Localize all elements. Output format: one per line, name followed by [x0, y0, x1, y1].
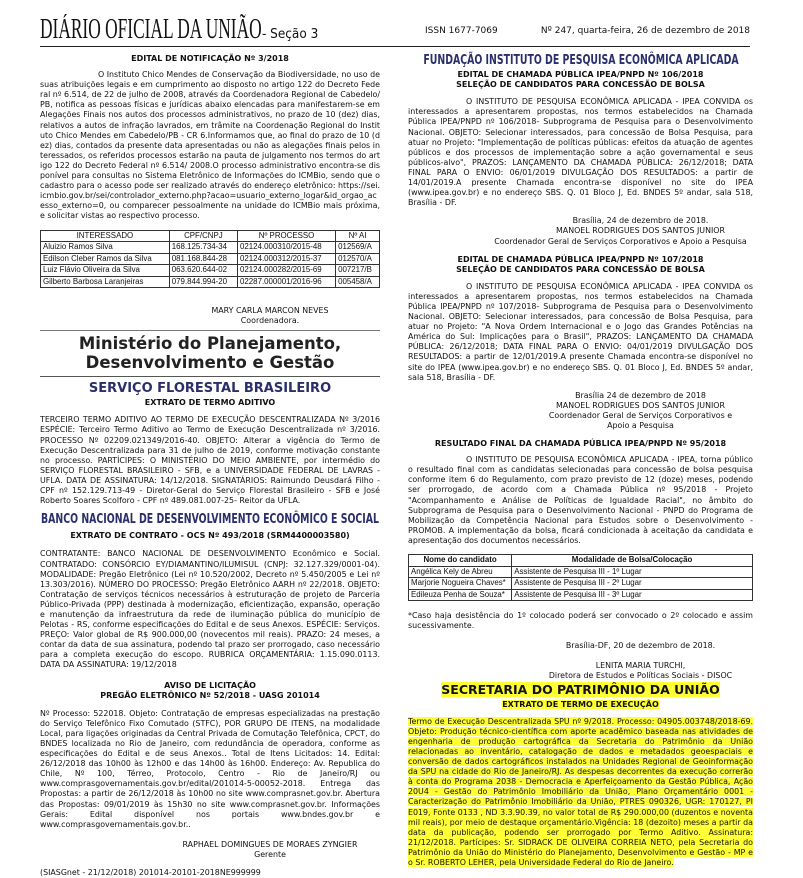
table-cell: 168.125.734-34 — [169, 242, 237, 254]
table-cell: Edilson Cleber Ramos da Silva — [41, 253, 170, 265]
table-row — [409, 578, 753, 590]
e107-title: EDITAL DE CHAMADA PÚBLICA IPEA/PNPD Nº 107/2018 — [457, 254, 704, 264]
signature-block — [160, 306, 380, 326]
table-cell: Gilberto Barbosa Laranjeiras — [41, 276, 170, 288]
e106-subtitle: SELEÇÃO DE CANDIDATOS PARA CONCESSÃO DE BOLSA — [456, 80, 705, 90]
org-heading-spu: SECRETARIA DO PATRIMÔNIO DA UNIÃO — [441, 681, 720, 697]
table-cell: 02124.000312/2015-37 — [238, 253, 336, 265]
col-header: CPF/CNPJ — [169, 230, 237, 242]
table-cell: 007217/B — [336, 265, 380, 277]
col-header: Nº AI — [336, 230, 380, 242]
table-cell: 02124.000310/2015-48 — [238, 242, 336, 254]
signer-role: Coordenador Geral de Serviços Corporativos e Apoio a Pesquisa — [494, 236, 747, 246]
siasg-ref: (SIASGnet - 21/12/2018) 201014-20101-2018NE999999 — [40, 868, 261, 878]
e107-body: O INSTITUTO DE PESQUISA ECONÔMICA APLICADA - IPEA CONVIDA os interessados a apresentarem propostas, nos termos estabelecidos na Chamada Pública IPEA/PNPD nº 107/2018- Subprograma de Pesquisa para o Desenvolvimento Nacional. OBJETO: Selecionar interessados, para concessão de Bolsa Pesquisa, para atuar no Projeto: "A Nova Ordem Internacional e o Jogo das Grandes Potências na América do Sul: Implicações para o Brasil", PRAZOS: LANÇAMENTO DA CHAMADA PÚBLICA: 26/12/2018; DATA FINAL PARA O ENVIO: 04/01/2019 DIVULGAÇÃO DOS RESULTADOS: a partir de 12/01/2019.A presente Chamada encontra-se disponível no site do IPEA (www.ipea.gov.br) e no endereço SBS. Q. 01 Bloco J, Ed. BNDES 5º andar, sala 518, Brasília - DF. — [408, 281, 753, 382]
table-cell: Assistente de Pesquisa III - 3º Lugar — [512, 589, 753, 601]
r95-body: O INSTITUTO DE PESQUISA ECONÔMICA APLICADA - IPEA, torna público o resultado final com as candidatas selecionadas para concessão de bolsa pesquisa conforme item 6 do Regulamento, com prazo previsto de 12 (doze) meses, podendo ser prorrogado, de acordo com a Chamada Pública nº 95/2018 - Projeto "Acompanhamento e Análise de Políticas de Igualdade Racial", no âmbito do Subprograma de Pesquisa para o Desenvolvimento Nacional - PNPD do Programa de Mobilização da Competência Nacional para Estudos sobre o Desenvolvimento - PROMOB. A implementação da bolsa, ficará condicionada à aceitação da candidata e apresentação dos documentos necessários. — [408, 455, 753, 545]
table-cell: Edileuza Penha de Souza* — [409, 589, 512, 601]
r95-note: *Caso haja desistência do 1º colocado poderá ser convocado o 2º colocado e assim sucessivamente. — [408, 611, 753, 631]
signer-role: Coordenadora. — [240, 316, 300, 326]
signer-name: MANOEL RODRIGUES DOS SANTOS JUNIOR — [555, 400, 725, 410]
ministry-heading: Ministério do Planejamento, Desenvolvimento e Gestão — [40, 330, 380, 377]
table-cell: 063.620.644-02 — [169, 265, 237, 277]
spu-body: Termo de Execução Descentralizada SPU nº 9/2018. Processo: 04905.003748/2018-69. Objeto: Produção técnico-científica com aporte acadêmico baseada nas atividades de engenharia de produção cartográfica da Secretaria do Patrimônio da União relacionadas ao inventário, catalogação de dados e metadados geoespaciais e conversão de dados cartográficos instalados na Unidades Regional de Geoinformação da SPU na cidade do Rio de Janeiro/RJ. As despesas decorrentes da execução correrão à conta do Programa 2038 - Democracia e Aperfeiçoamento da Gestão Pública, Ação 20U4 - Gestão do Patrimônio Imobiliário da União, Plano Orçamentário 0001 - Caracterização do Patrimônio Imobiliário da União, PTRES 090326, UGR: 170127, PI E019, Fonte 0133 , ND 3.3.90.39, no valor total de R$ 290.000,00 (duzentos e noventa mil reais), por meio de destaque orçamentário.Vigência: 18 (dezoito) meses a partir da data da publicação, podendo ser prorrogado por Termo Aditivo. Assinatura: 21/12/2018. Partícipes: Sr. SIDRACK DE OLIVEIRA CORREIA NETO, pela Secretaria do Patrimônio da União do Ministério do Planejamento, Desenvolvimento e Gestão - MP e o Sr. ROBERTO LEHER, pela Universidade Federal do Rio de Janeiro. — [408, 716, 753, 867]
r95-title: RESULTADO FINAL DA CHAMADA PÚBLICA IPEA/PNPD Nº 95/2018 — [434, 439, 727, 449]
table-cell: 02124.000282/2015-69 — [238, 265, 336, 277]
bndes-title: EXTRATO DE CONTRATO - OCS Nº 493/2018 (SRM4400003580) — [70, 531, 350, 541]
sign-date: Brasília-DF, 20 de dezembro de 2018. — [565, 641, 716, 651]
org-heading-ipea: FUNDAÇÃO INSTITUTO DE PESQUISA ECONÔMICA APLICADA — [422, 53, 739, 68]
bndes-body: CONTRATANTE: BANCO NACIONAL DE DESENVOLVIMENTO Econômico e Social. CONTRATADO: CONSÓRCIO EY/DIAMANTINO/ILUMISUL (CNPJ: 32.127.329/0001-04). MODALIDADE: Pregão Eletrônico (Lei nº 10.520/2002, Decreto nº 5.450/2005 e Lei nº 13.303/2016). NÚMERO DO PROCESSO: Pregão Eletrônico AARH nº 22/2018. OBJETO: Contratação de serviços técnicos necessários à estruturação de projeto de Parceria Público-Privada (PPP) destinada à modernização, eficientização, expansão, operação e manutenção da infraestrutura da rede de iluminação pública do município de Pelotas - RS, conforme especificações do Edital e de seus Anexos. ESPÉCIE: Serviços. PREÇO: Valor global de R$ 900.000,00 (novecentos mil reais). PRAZO: 24 meses, a contar da data de sua assinatura, podendo tal prazo ser prorrogado, caso necessário para a completa execução do escopo. RUBRICA ORÇAMENTÁRIA: 1.15.090.0113. DATA DA ASSINATURA: 19/12/2018 — [40, 549, 380, 670]
col-header: Nome do candidato — [409, 555, 512, 567]
col-header: Nº PROCESSO — [238, 230, 336, 242]
table-row — [41, 276, 380, 288]
table-row — [409, 589, 753, 601]
table-cell: 081.168.844-28 — [169, 253, 237, 265]
col-header: INTERESSADO — [41, 230, 170, 242]
table-cell: 079.844.994-20 — [169, 276, 237, 288]
sign-date: Brasília 24 de dezembro de 2018 — [575, 390, 706, 400]
table-cell: 02287.000001/2016-96 — [238, 276, 336, 288]
issn: ISSN 1677-7069 — [425, 26, 498, 36]
signer-name: MARY CARLA MARCON NEVES — [211, 306, 329, 315]
table-header-row — [409, 555, 753, 567]
aviso-title: AVISO DE LICITAÇÃO — [164, 680, 256, 690]
signer-role: Diretora de Estudos e Políticas Sociais - DISOC — [548, 671, 733, 681]
right-column — [408, 52, 753, 868]
signature-block — [160, 840, 380, 860]
issue-date: Nº 247, quarta-feira, 26 de dezembro de 2018 — [540, 26, 750, 36]
e106-body: O INSTITUTO DE PESQUISA ECONÔMICA APLICADA - IPEA CONVIDA os interessados a apresentarem propostas, nos termos estabelecidos na Chamada Pública IPEA/PNPD nº 106/2018- Subprograma de Pesquisa para o Desenvolvimento Nacional. OBJETO: Selecionar interessados, para concessão de Bolsa Pesquisa, para atuar no Projeto: "Implementação de políticas públicas: efeitos da atuação de agentes públicos e dos processos de implementação sobre a ação governamental e seus públicos-alvo", PRAZOS: LANÇAMENTO DA CHAMADA PÚBLICA: 26/12/2018; DATA FINAL PARA O ENVIO: 06/01/2019 DIVULGAÇÃO DOS RESULTADOS: a partir de 14/01/2019.A presente Chamada encontra-se disponível no site do IPEA (www.ipea.gov.br) e no endereço SBS. Q. 01 Bloco J, Ed. BNDES 5º andar, sala 518, Brasília - DF. — [408, 97, 753, 208]
sign-date: Brasília, 24 de dezembro de 2018. — [572, 216, 709, 226]
e107-subtitle: SELEÇÃO DE CANDIDATOS PARA CONCESSÃO DE BOLSA — [456, 264, 705, 274]
table-cell: Angélica Kely de Abreu — [409, 566, 512, 578]
table-row — [41, 242, 380, 254]
signer-role: Gerente — [254, 849, 286, 859]
aviso-subtitle: PREGÃO ELETRÔNICO Nº 52/2018 - UASG 201014 — [100, 690, 320, 700]
table-cell: Marjorie Nogueira Chaves* — [409, 578, 512, 590]
signer-name: LENITA MARIA TURCHI, — [595, 661, 686, 671]
notification-title: EDITAL DE NOTIFICAÇÃO Nº 3/2018 — [131, 54, 289, 63]
signature-block — [494, 216, 753, 246]
left-column — [40, 52, 380, 878]
e106-title: EDITAL DE CHAMADA PÚBLICA IPEA/PNPD Nº 106/2018 — [457, 70, 704, 80]
newspaper-title: DIÁRIO OFICIAL DA UNIÃO- Seção 3 — [40, 14, 318, 45]
section-label: - Seção 3 — [261, 27, 318, 42]
table-cell: 005458/A — [336, 276, 380, 288]
table-cell: Aluizio Ramos Silva — [41, 242, 170, 254]
interested-table — [40, 230, 380, 289]
table-cell: 012570/A — [336, 253, 380, 265]
table-cell: Luiz Flávio Oliveira da Silva — [41, 265, 170, 277]
notification-body: O Instituto Chico Mendes de Conservação da Biodiversidade, no uso de suas atribuições legais e em cumprimento ao disposto no artigo 122 do Decreto Federal nº 6.514, de 22 de julho de 2008, através da Coordenadora Regional de Cabedelo/PB, notifica as pessoas físicas e jurídicas abaixo elencadas para manifestarem-se em Alegações Finais nos autos dos processos administrativos, no prazo de 10 (dez) dias, relativos a autos de infração lavrados, em trâmite na Coordenação Regional do Instituto Chico Mendes em Cabedelo/PB - CR 6.Informamos que, ao final do prazo de 10 (dez) dias, contados da presente data apresentadas ou não as alegações finais pelos interessados, os referidos processos estarão na pauta de julgamento nos termos do artigo 122 do Decreto Federal nº 6.514/ 2008.O processo administrativo encontra-se disponível para consultas no Sistema Eletrônico de Informações do ICMBio, sendo que o cadastro para o acesso pode ser realizado através do endereço eletrônico: https://sei.icmbio.gov.br/sei/controlador_externo.php?acao=usuario_externo_logar&id_orgao_acesso_externo=0, ou comparecer pessoalmente na unidade do ICMBio mais próxima, e solicitar vistas ao respectivo processo. — [40, 70, 380, 221]
signature-block — [528, 661, 753, 681]
table-cell: Assistente de Pesquisa III - 2º Lugar — [512, 578, 753, 590]
org-heading-bndes: BANCO NACIONAL DE DESENVOLVIMENTO ECONÔMICO E SOCIAL — [41, 512, 379, 528]
table-row — [41, 253, 380, 265]
aviso-body: Nº Processo: 522018. Objeto: Contratação de empresas especializadas na prestação do Serviço Telefônico Fixo Comutado (STFC), POR GRUPO DE ITENS, na modalidade Local, para ligações originadas da Central Privada de Comutação Telefônica, CPCT, do BNDES localizada no Rio de Janeiro, com redundância de operadora, conforme as especificações do Edital e de seus Anexos.. Total de Itens Licitados: 14. Edital: 26/12/2018 das 10h00 às 12h00 e das 14h00 às 16h00. Endereço: Av. Republica do Chile, Nº 100, Térreo, Protocolo, Centro - Rio de Janeiro/RJ ou www.comprasgovernamentais.gov.br/edital/201014-5-00052-2018. Entrega das Propostas: a partir de 26/12/2018 às 10h00 no site www.comprasnet.gov.br. Abertura das Propostas: 09/01/2019 às 15h30 no site www.comprasnet.gov.br. Informações Gerais: Edital disponível nos portais www.bndes.gov.br e www.comprasgovernamentais.gov.br.. — [40, 708, 380, 829]
org-heading-sfb: SERVIÇO FLORESTAL BRASILEIRO — [88, 381, 332, 397]
table-cell: Assistente de Pesquisa III - 1º Lugar — [512, 566, 753, 578]
table-row — [41, 265, 380, 277]
table-header-row — [41, 230, 380, 242]
signer-role: Coordenador Geral de Serviços Corporativos e Apoio a Pesquisa — [548, 410, 733, 430]
signer-name: RAPHAEL DOMINGUES DE MORAES ZYNGIER — [182, 839, 358, 849]
sfb-title: EXTRATO DE TERMO ADITIVO — [144, 398, 276, 408]
candidates-table — [408, 554, 753, 601]
spu-title: EXTRATO DE TERMO DE EXECUÇÃO — [502, 699, 659, 709]
table-cell: 012569/A — [336, 242, 380, 254]
sfb-body: TERCEIRO TERMO ADITIVO AO TERMO DE EXECUÇÃO DESCENTRALIZADA Nº 3/2016 ESPÉCIE: Terceiro Termo Aditivo ao Termo de Execução Descentralizada nº 3/2016. PROCESSO Nº 02209.021349/2016-40. OBJETO: Alterar a vigência do Termo de Execução Descentralizada para 31 de julho de 2019, conforme motivação constante no processo. PARTÍCIPES: O MINISTÉRIO DO MEIO AMBIENTE, por intermédio do SERVIÇO FLORESTAL BRASILEIRO - SFB, e a UNIVERSIDADE FEDERAL DE LAVRAS - UFLA. DATA DE ASSINATURA: 14/12/2018. SIGNATÁRIOS: Raimundo Deusdará Filho - CPF nº 152.129.713-49 - Diretor-Geral do Serviço Florestal Brasileiro - SFB e José Roberto Soares Scolforo - CPF nº 489.081.007-25- Reitor da UFLA. — [40, 415, 380, 506]
masthead — [40, 12, 750, 47]
signature-block — [528, 391, 753, 431]
col-header: Modalidade de Bolsa/Colocação — [512, 555, 753, 567]
signer-name: MANOEL RODRIGUES DOS SANTOS JUNIOR — [555, 226, 725, 236]
table-row — [409, 566, 753, 578]
